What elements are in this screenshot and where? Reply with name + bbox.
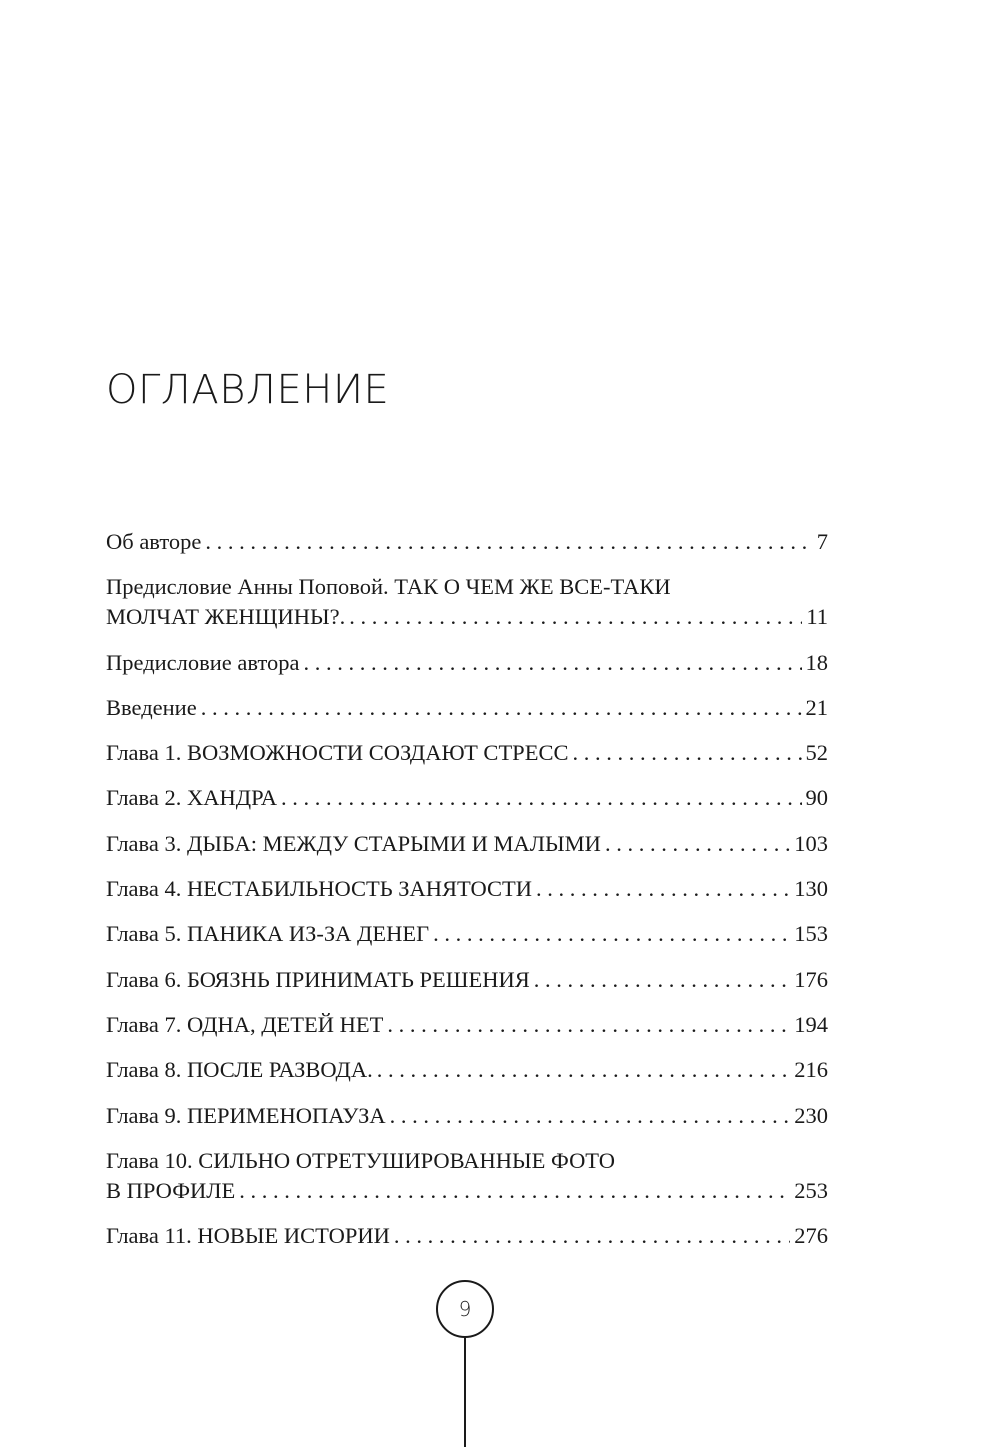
table-of-contents bbox=[106, 527, 828, 1266]
dot-leader bbox=[281, 783, 802, 813]
toc-entry-title: Глава 8. ПОСЛЕ РАЗВОДА. bbox=[106, 1057, 373, 1083]
toc-entry-row bbox=[106, 1176, 828, 1206]
toc-entry-page: 7 bbox=[816, 529, 828, 554]
dot-leader bbox=[534, 965, 791, 995]
dot-leader bbox=[304, 648, 802, 678]
dot-leader bbox=[377, 1055, 790, 1085]
toc-entry-title: Глава 3. ДЫБА: МЕЖДУ СТАРЫМИ И МАЛЫМИ bbox=[106, 830, 601, 856]
toc-entry-chapter-3[interactable] bbox=[106, 829, 828, 859]
dot-leader bbox=[394, 1221, 790, 1251]
toc-entry-title: Глава 9. ПЕРИМЕНОПАУЗА bbox=[106, 1102, 386, 1128]
toc-entry-page: 11 bbox=[806, 604, 828, 630]
dot-leader bbox=[572, 738, 801, 768]
toc-entry-row bbox=[106, 1055, 828, 1085]
toc-entry-row bbox=[106, 1010, 828, 1040]
dot-leader bbox=[536, 874, 790, 904]
toc-entry-chapter-9[interactable] bbox=[106, 1101, 828, 1131]
toc-entry-title: МОЛЧАТ ЖЕНЩИНЫ?. bbox=[106, 604, 346, 630]
toc-entry-row bbox=[106, 783, 828, 813]
toc-entry-page: 153 bbox=[794, 921, 828, 947]
page-number-badge bbox=[436, 1280, 494, 1338]
toc-entry-title: Глава 4. НЕСТАБИЛЬНОСТЬ ЗАНЯТОСТИ bbox=[106, 876, 533, 902]
dot-leader bbox=[239, 1176, 790, 1206]
toc-entry-row bbox=[106, 919, 828, 949]
toc-entry-title: Глава 7. ОДНА, ДЕТЕЙ НЕТ bbox=[106, 1011, 384, 1037]
dot-leader bbox=[605, 829, 790, 859]
toc-entry-title: Введение bbox=[106, 694, 197, 720]
toc-entry-title: Об авторе bbox=[106, 529, 202, 554]
page-number: 9 bbox=[458, 1297, 472, 1321]
toc-entry-page: 216 bbox=[794, 1057, 828, 1083]
toc-entry-row bbox=[106, 527, 828, 557]
toc-entry-row bbox=[106, 829, 828, 859]
dot-leader bbox=[201, 693, 802, 723]
toc-entry-chapter-2[interactable] bbox=[106, 783, 828, 813]
dot-leader bbox=[433, 919, 790, 949]
toc-entry-page: 52 bbox=[805, 740, 828, 766]
toc-entry-page: 230 bbox=[794, 1102, 828, 1128]
dot-leader bbox=[205, 527, 812, 557]
toc-entry-title-line1: Глава 10. СИЛЬНО ОТРЕТУШИРОВАННЫЕ ФОТО bbox=[106, 1147, 616, 1173]
toc-entry-author-preface[interactable] bbox=[106, 648, 828, 678]
toc-entry-page: 18 bbox=[805, 649, 828, 675]
toc-entry-title-line1: Предисловие Анны Поповой. ТАК О ЧЕМ ЖЕ ВСЕ-ТАКИ bbox=[106, 574, 671, 600]
toc-entry-about-author[interactable] bbox=[106, 527, 828, 557]
toc-entry-row bbox=[106, 648, 828, 678]
toc-entry-page: 21 bbox=[805, 694, 828, 720]
toc-entry-title: Глава 11. НОВЫЕ ИСТОРИИ bbox=[106, 1223, 390, 1249]
toc-entry-chapter-4[interactable] bbox=[106, 874, 828, 904]
folio-stem-line bbox=[464, 1338, 466, 1447]
toc-entry-title: Глава 1. ВОЗМОЖНОСТИ СОЗДАЮТ СТРЕСС bbox=[106, 740, 569, 766]
toc-entry-row bbox=[106, 738, 828, 768]
toc-entry-row bbox=[106, 965, 828, 995]
toc-entry-chapter-7[interactable] bbox=[106, 1010, 828, 1040]
toc-entry-page: 130 bbox=[794, 876, 828, 902]
toc-entry-chapter-8[interactable] bbox=[106, 1055, 828, 1085]
toc-entry-page: 194 bbox=[794, 1011, 828, 1037]
dot-leader bbox=[349, 602, 802, 632]
toc-entry-page: 90 bbox=[805, 785, 828, 811]
toc-entry-chapter-10[interactable] bbox=[106, 1146, 828, 1206]
dot-leader bbox=[390, 1101, 791, 1131]
dot-leader bbox=[387, 1010, 790, 1040]
toc-entry-title: В ПРОФИЛЕ bbox=[106, 1177, 236, 1203]
toc-entry-page: 103 bbox=[794, 830, 828, 856]
toc-entry-page: 253 bbox=[794, 1177, 828, 1203]
toc-entry-row bbox=[106, 602, 828, 632]
toc-entry-preface-popova[interactable] bbox=[106, 572, 828, 632]
toc-entry-chapter-5[interactable] bbox=[106, 919, 828, 949]
toc-entry-row bbox=[106, 874, 828, 904]
toc-entry-introduction[interactable] bbox=[106, 693, 828, 723]
toc-entry-chapter-6[interactable] bbox=[106, 965, 828, 995]
toc-entry-title: Предисловие автора bbox=[106, 649, 300, 675]
toc-entry-title: Глава 5. ПАНИКА ИЗ-ЗА ДЕНЕГ bbox=[106, 921, 430, 947]
toc-entry-row bbox=[106, 693, 828, 723]
toc-entry-page: 276 bbox=[794, 1223, 828, 1249]
toc-entry-page: 176 bbox=[794, 966, 828, 992]
toc-entry-row bbox=[106, 1221, 828, 1251]
toc-entry-chapter-1[interactable] bbox=[106, 738, 828, 768]
toc-entry-title: Глава 2. ХАНДРА bbox=[106, 785, 277, 811]
toc-entry-row bbox=[106, 1101, 828, 1131]
page-title: ОГЛАВЛЕНИЕ bbox=[106, 367, 390, 413]
toc-entry-chapter-11[interactable] bbox=[106, 1221, 828, 1251]
toc-entry-title: Глава 6. БОЯЗНЬ ПРИНИМАТЬ РЕШЕНИЯ bbox=[106, 966, 530, 992]
